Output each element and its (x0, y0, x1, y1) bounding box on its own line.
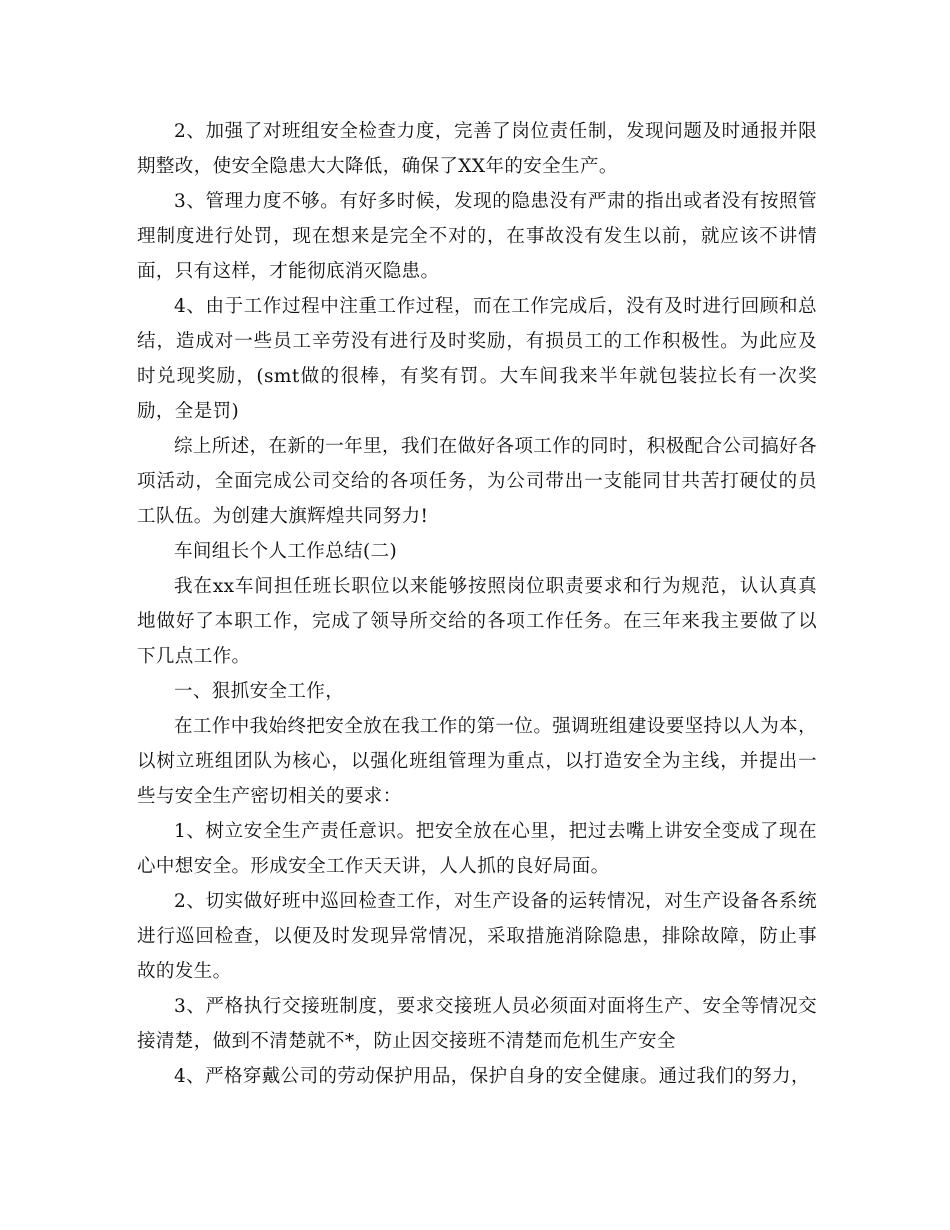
paragraph-safety-overview: 在工作中我始终把安全放在我工作的第一位。强调班组建设要坚持以人为本，以树立班组团队为核心，以强化班组管理为重点，以打造安全为主线，并提出一些与安全生产密切相关的要求： (137, 716, 817, 807)
paragraph-item-2: 2、加强了对班组安全检查力度，完善了岗位责任制，发现问题及时通报并限期整改，使安全隐患大大降低，确保了XX年的安全生产。 (137, 121, 817, 177)
paragraph-safety-4: 4、严格穿戴公司的劳动保护用品，保护自身的安全健康。通过我们的努力， (174, 1066, 810, 1087)
paragraph-item-4: 4、由于工作过程中注重工作过程，而在工作完成后，没有及时进行回顾和总结，造成对一些员工辛劳没有进行及时奖励，有损员工的工作积极性。为此应及时兑现奖励，(smt做的很棒，有奖有罚。大车间我来半年就包装拉长有一次奖励，全是罚) (137, 296, 817, 422)
paragraph-intro: 我在xx车间担任班长职位以来能够按照岗位职责要求和行为规范，认认真真地做好了本职工作，完成了领导所交给的各项工作任务。在三年来我主要做了以下几点工作。 (137, 576, 817, 667)
paragraph-summary: 综上所述，在新的一年里，我们在做好各项工作的同时，积极配合公司搞好各项活动，全面完成公司交给的各项任务，为公司带出一支能同甘共苦打硬仗的员工队伍。为创建大旗辉煌共同努力! (137, 436, 817, 527)
document-page (137, 114, 817, 1094)
section-heading-safety: 一、狠抓安全工作， (174, 681, 345, 702)
paragraph-item-3: 3、管理力度不够。有好多时候，发现的隐患没有严肃的指出或者没有按照管理制度进行处罚，现在想来是完全不对的，在事故没有发生以前，就应该不讲情面，只有这样，才能彻底消灭隐患。 (137, 191, 817, 282)
paragraph-safety-3: 3、严格执行交接班制度，要求交接班人员必须面对面将生产、安全等情况交接清楚，做到不清楚就不*，防止因交接班不清楚而危机生产安全 (137, 996, 817, 1052)
paragraph-safety-2: 2、切实做好班中巡回检查工作，对生产设备的运转情况，对生产设备各系统进行巡回检查，以便及时发现异常情况，采取措施消除隐患，排除故障，防止事故的发生。 (137, 891, 817, 982)
section-title: 车间组长个人工作总结(二) (174, 541, 398, 562)
paragraph-safety-1: 1、树立安全生产责任意识。把安全放在心里，把过去嘴上讲安全变成了现在心中想安全。形成安全工作天天讲，人人抓的良好局面。 (137, 821, 817, 877)
